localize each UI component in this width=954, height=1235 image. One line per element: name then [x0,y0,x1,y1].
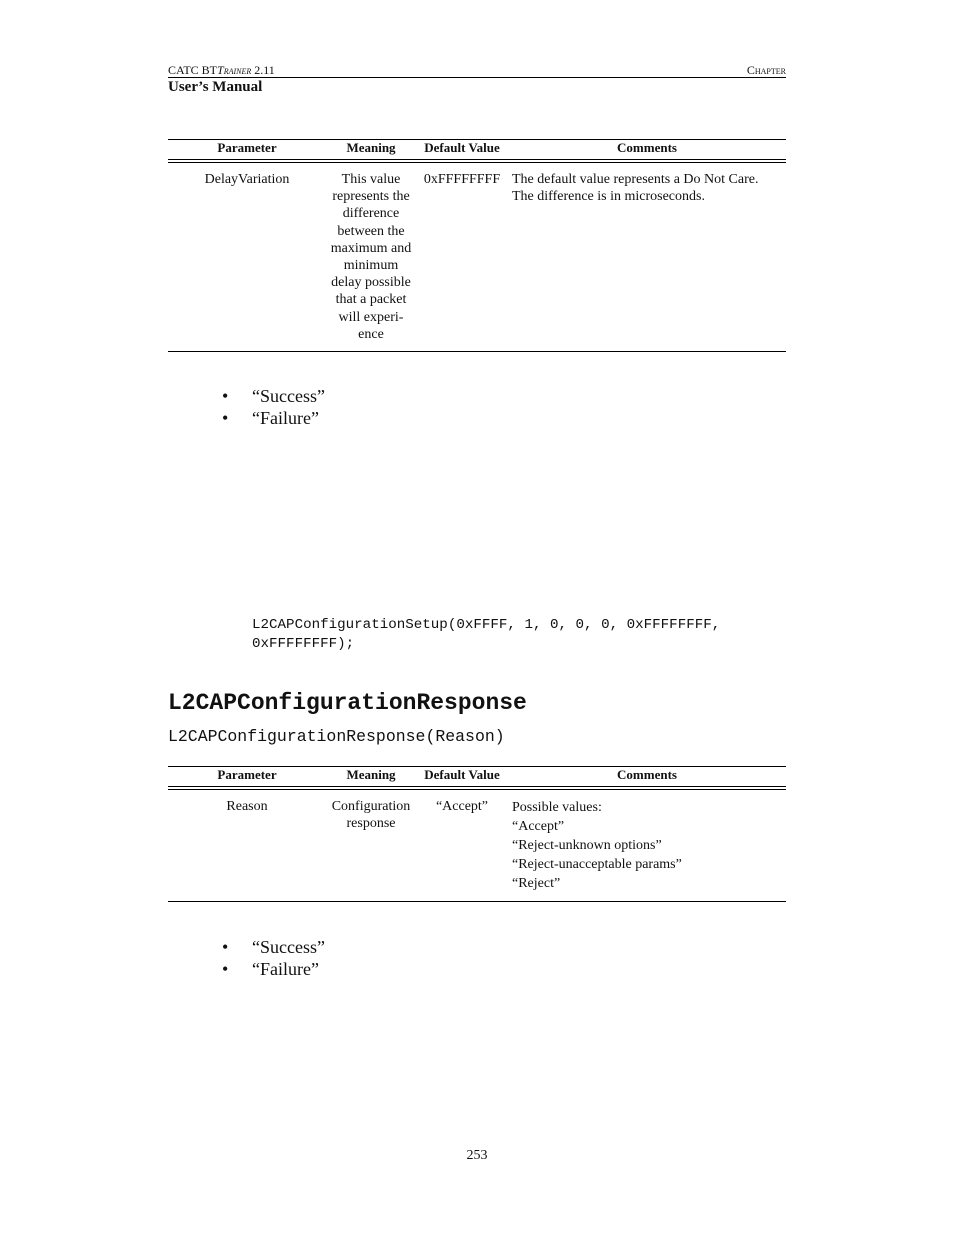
list-item-text: “Success” [252,937,325,957]
meaning-line: maximum and [330,240,412,256]
comment-line: “Reject-unknown options” [512,838,662,853]
cell-meaning [326,788,416,902]
bullet-icon: • [222,937,229,957]
meaning-line: This value [341,172,401,187]
table-row [168,788,786,902]
cell-default-value: 0xFFFFFFFF [423,172,501,187]
list-item-text: “Failure” [252,958,319,979]
return-values-list [222,386,325,429]
column-header-parameter: Parameter [217,767,277,782]
meaning-line: will experi- [338,309,404,325]
parameter-table-reason [168,766,786,902]
column-header-meaning: Meaning [346,140,396,155]
list-item [222,937,325,959]
column-header-parameter: Parameter [217,140,277,155]
parameter-table-delay-variation [168,139,786,352]
bullet-icon: • [222,386,229,406]
column-header-default-value: Default Value [424,140,500,155]
header-product-prefix: CATC BT [168,63,218,77]
meaning-line: between the [337,223,405,239]
cell-comments [508,788,786,902]
meaning-line: response [346,816,396,832]
comment-line: Possible values: [512,800,602,815]
comment-line: “Reject-unacceptable params” [512,857,682,872]
list-item [222,386,325,408]
cell-parameter: Reason [226,799,268,814]
column-header-comments: Comments [617,140,677,155]
list-item-text: “Success” [252,386,325,406]
running-header-subtitle: User’s Manual [168,79,263,95]
column-header-default-value: Default Value [424,767,500,782]
function-signature: L2CAPConfigurationResponse(Reason) [168,727,505,746]
comment-line: The difference is in microseconds. [512,189,705,205]
meaning-line: Configuration [331,799,411,814]
running-header-title [168,63,275,78]
comment-line: “Accept” [512,819,565,834]
meaning-line: ence [358,326,384,342]
table-header-row [168,767,786,789]
meaning-line: delay possible [331,275,411,291]
section-title: L2CAPConfigurationResponse [168,690,527,716]
meaning-line: represents the [332,189,410,205]
code-line: 0xFFFFFFFF); [252,636,355,652]
return-values-list [222,937,325,980]
column-header-meaning: Meaning [346,767,396,782]
meaning-line: minimum [343,258,399,274]
table-row [168,161,786,352]
bullet-icon: • [222,958,229,979]
header-rule [168,77,786,78]
running-header-chapter: Chapter [746,63,786,77]
comment-line: “Reject” [512,876,561,891]
meaning-line: difference [342,206,400,222]
comment-line: The default value represents a Do Not Care. [512,172,759,187]
column-header-comments: Comments [617,767,677,782]
cell-default-value: “Accept” [435,799,489,814]
list-item-text: “Failure” [252,407,319,428]
table-header-row [168,140,786,162]
cell-meaning [326,161,416,352]
code-example [252,616,720,654]
bullet-icon: • [222,407,229,428]
header-version: 2.11 [251,63,275,77]
code-line: L2CAPConfigurationSetup(0xFFFF, 1, 0, 0, 0, 0xFFFFFFFF, [252,617,721,633]
list-item [222,408,325,430]
cell-comments [508,161,786,352]
page-number: 253 [466,1148,488,1163]
header-product-trainer: Trainer [217,63,252,77]
cell-parameter: DelayVariation [204,172,290,187]
meaning-line: that a packet [335,292,407,308]
list-item [222,959,325,981]
